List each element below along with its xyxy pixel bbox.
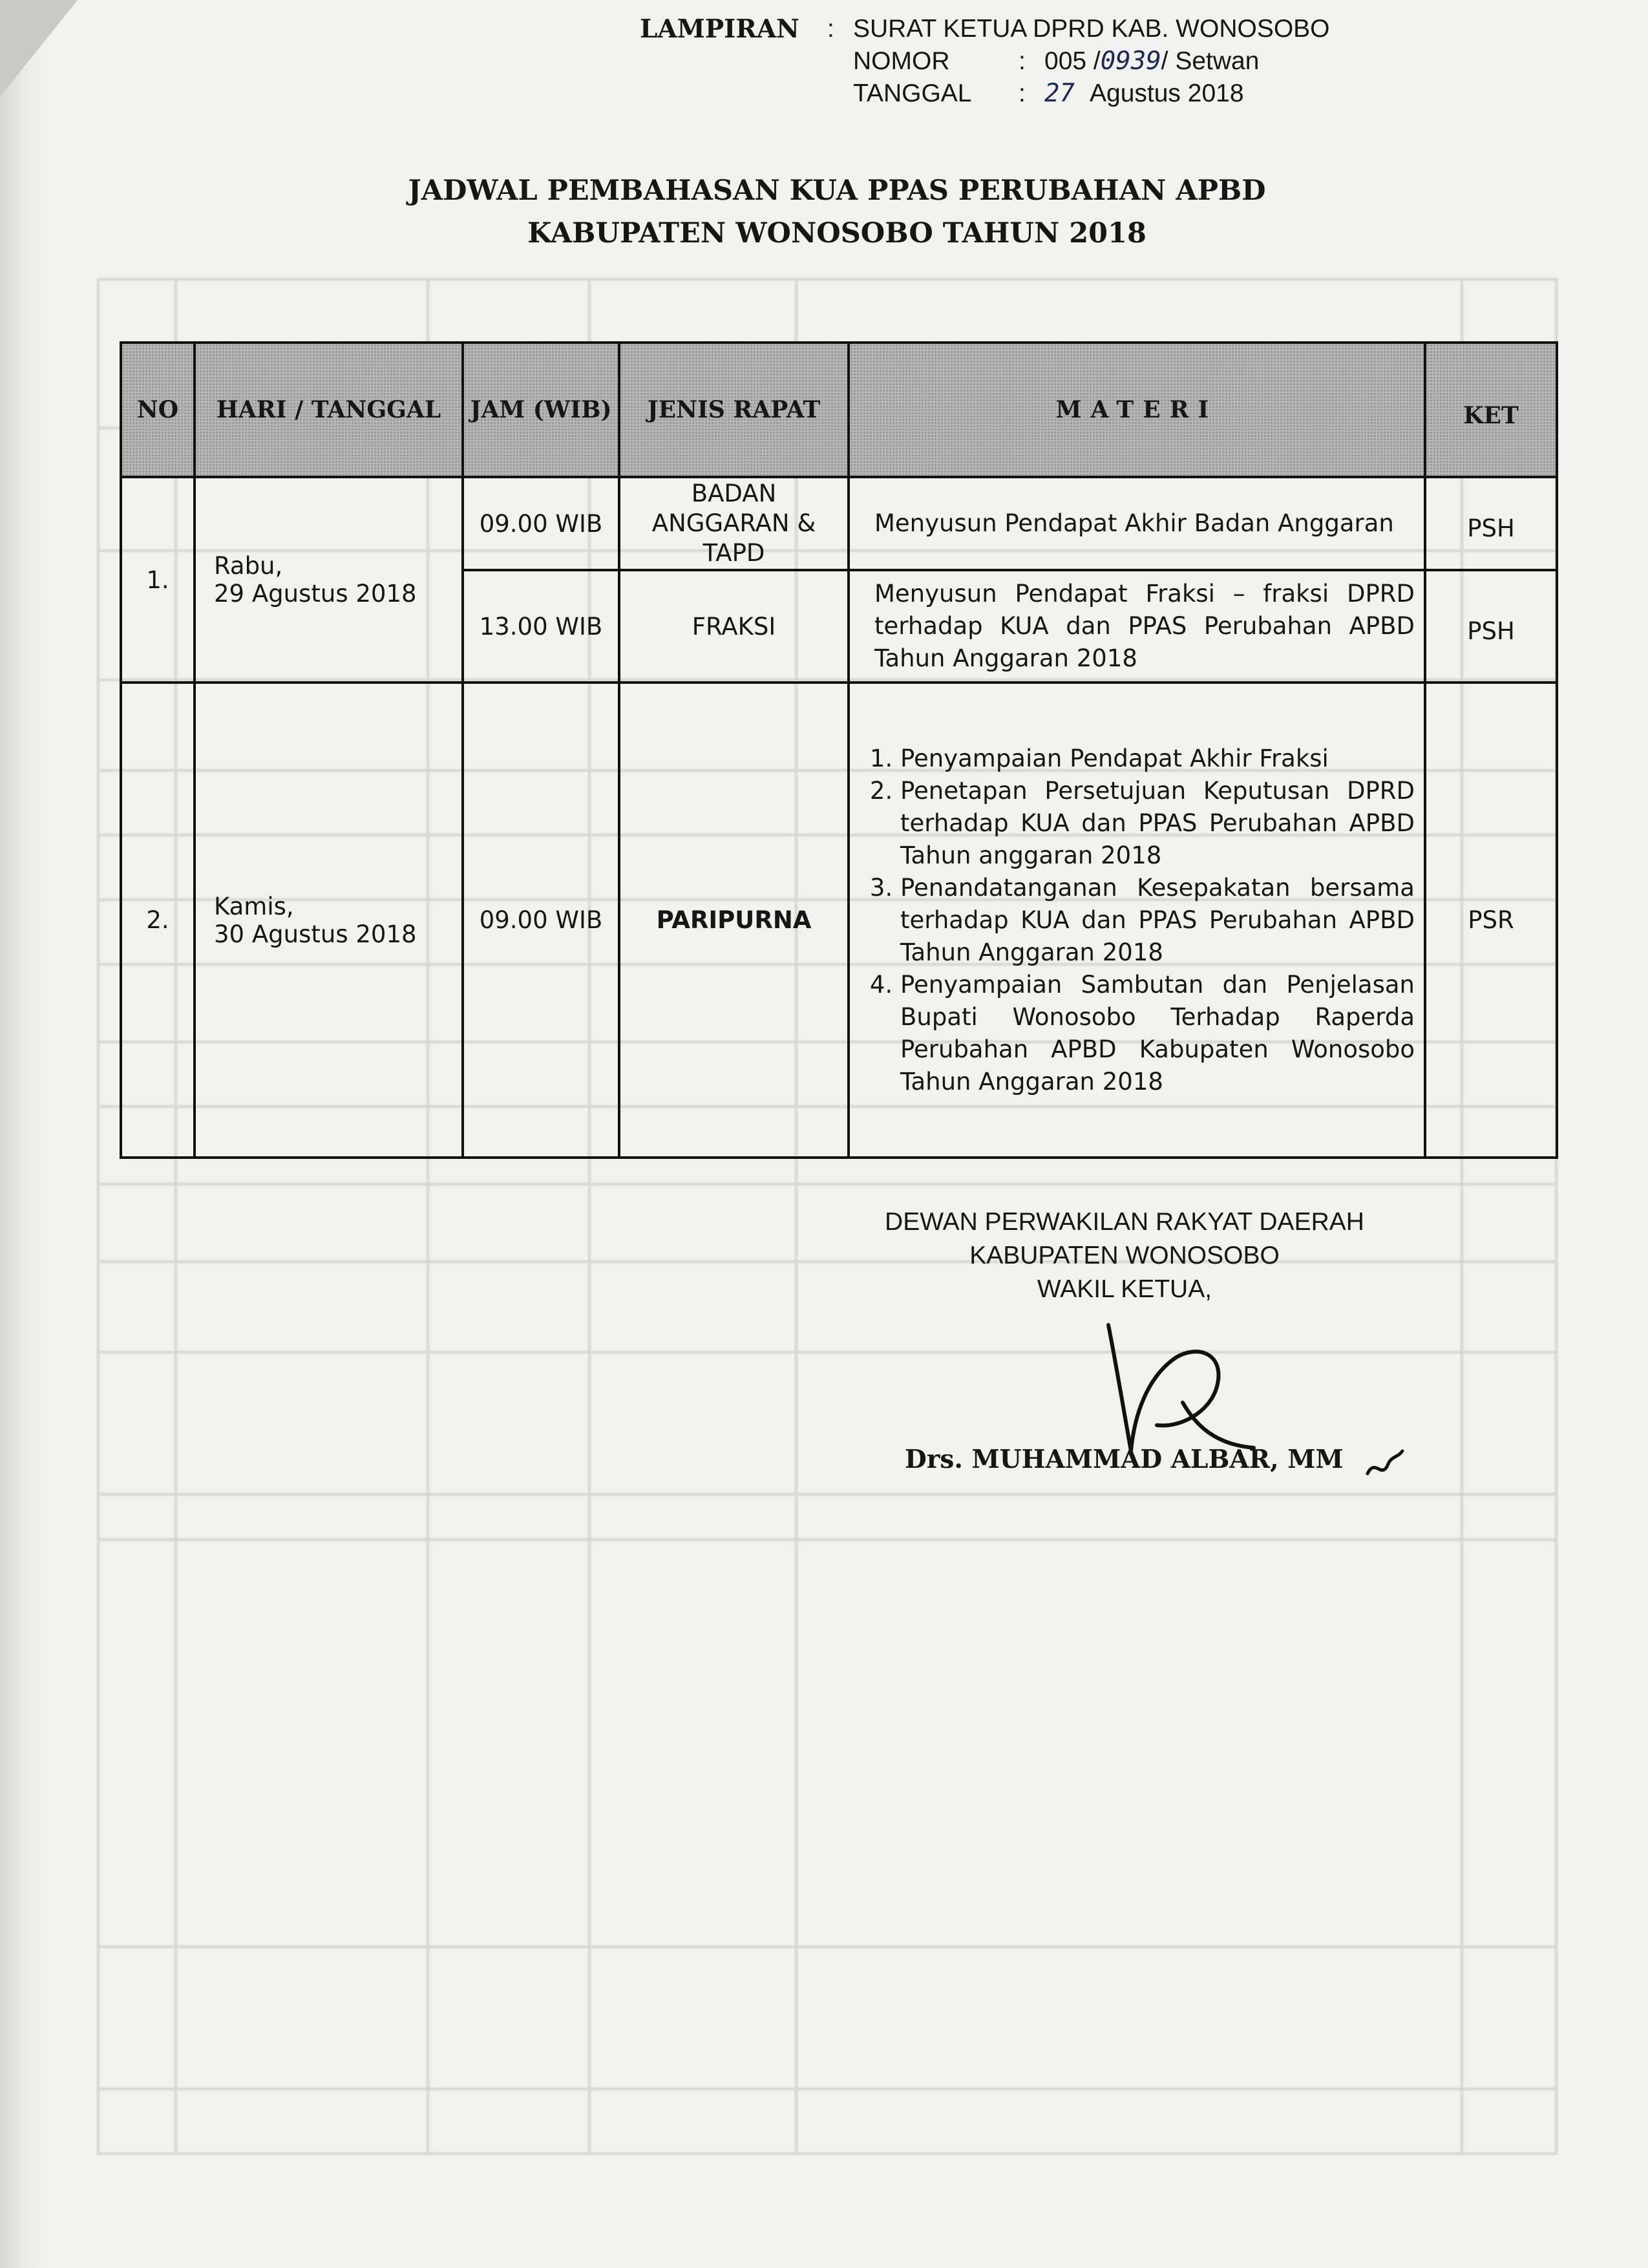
colon: : bbox=[1019, 47, 1026, 75]
tanggal-suffix: Agustus 2018 bbox=[1090, 79, 1244, 107]
table-row bbox=[121, 477, 1557, 570]
agenda-list bbox=[863, 743, 1415, 1098]
header-ket: KET bbox=[1425, 343, 1557, 477]
signer-name: Drs. MUHAMMAD ALBAR, MM bbox=[905, 1445, 1344, 1474]
row-meeting-type: PARIPURNA bbox=[619, 683, 849, 1158]
header-materi: MATERI bbox=[849, 343, 1425, 477]
tanggal-row bbox=[853, 78, 1330, 110]
title-line-2: KABUPATEN WONOSOBO TAHUN 2018 bbox=[527, 217, 1146, 249]
row-day-date bbox=[195, 477, 463, 683]
row-day: Kamis, bbox=[214, 892, 294, 920]
row-agenda bbox=[849, 683, 1425, 1158]
nomor-handwritten: 0939 bbox=[1100, 47, 1161, 76]
nomor-prefix: 005 / bbox=[1044, 47, 1101, 75]
folded-corner bbox=[0, 0, 78, 97]
header-no: NO bbox=[121, 343, 195, 477]
header-jenis-rapat: JENIS RAPAT bbox=[619, 343, 849, 477]
row-remark: PSH bbox=[1425, 570, 1557, 683]
signer-position: WAKIL KETUA, bbox=[1037, 1275, 1212, 1303]
row-agenda: Menyusun Pendapat Akhir Badan Anggaran bbox=[849, 477, 1425, 570]
nomor-suffix: / Setwan bbox=[1161, 47, 1260, 75]
attachment-header bbox=[640, 13, 1330, 110]
colon: : bbox=[827, 15, 834, 43]
title-line-1: JADWAL PEMBAHASAN KUA PPAS PERUBAHAN APBD bbox=[408, 175, 1266, 207]
row-time: 09.00 WIB bbox=[463, 477, 619, 570]
row-time: 09.00 WIB bbox=[463, 683, 619, 1158]
row-agenda: Menyusun Pendapat Fraksi – fraksi DPRD terhadap KUA dan PPAS Perubahan APBD Tahun Anggaran 2018 bbox=[849, 570, 1425, 683]
document-title bbox=[246, 169, 1428, 255]
handwritten-initial bbox=[1362, 1445, 1408, 1483]
institution-line-2: KABUPATEN WONOSOBO bbox=[969, 1242, 1280, 1269]
agenda-item: 1. Penyampaian Pendapat Akhir Fraksi bbox=[900, 743, 1415, 775]
lampiran-row bbox=[640, 13, 1330, 45]
row-no: 1. bbox=[121, 477, 195, 683]
row-remark: PSR bbox=[1425, 683, 1557, 1158]
lampiran-label: LAMPIRAN bbox=[640, 14, 799, 44]
header-hari-tanggal: HARI / TANGGAL bbox=[195, 343, 463, 477]
agenda-item: 2. Penetapan Persetujuan Keputusan DPRD terhadap KUA dan PPAS Perubahan APBD Tahun anggaran 2018 bbox=[900, 775, 1415, 872]
row-time: 13.00 WIB bbox=[463, 570, 619, 683]
scan-edge-shadow bbox=[0, 0, 45, 2268]
colon: : bbox=[1019, 79, 1026, 107]
tanggal-label: TANGGAL bbox=[853, 79, 972, 107]
row-date: 29 Agustus 2018 bbox=[214, 580, 417, 608]
row-meeting-type: FRAKSI bbox=[619, 570, 849, 683]
institution-line-1: DEWAN PERWAKILAN RAKYAT DAERAH bbox=[885, 1208, 1364, 1236]
row-day: Rabu, bbox=[214, 552, 283, 580]
nomor-row bbox=[853, 45, 1330, 78]
row-remark: PSH bbox=[1425, 477, 1557, 570]
lampiran-value: SURAT KETUA DPRD KAB. WONOSOBO bbox=[853, 15, 1330, 43]
table-header-row bbox=[121, 343, 1557, 477]
agenda-item: 3. Penandatanganan Kesepakatan bersama terhadap KUA dan PPAS Perubahan APBD Tahun Anggaran 2018 bbox=[900, 872, 1415, 969]
agenda-item: 4. Penyampaian Sambutan dan Penjelasan Bupati Wonosobo Terhadap Raperda Perubahan APBD Kabupaten Wonosobo Tahun Anggaran 2018 bbox=[900, 969, 1415, 1098]
row-no: 2. bbox=[121, 683, 195, 1158]
schedule-table bbox=[120, 341, 1558, 1159]
tanggal-handwritten: 27 bbox=[1044, 79, 1075, 108]
signature-block bbox=[801, 1205, 1448, 1306]
nomor-label: NOMOR bbox=[853, 47, 950, 75]
row-date: 30 Agustus 2018 bbox=[214, 920, 417, 948]
row-day-date bbox=[195, 683, 463, 1158]
header-jam: JAM (WIB) bbox=[463, 343, 619, 477]
row-meeting-type: BADAN ANGGARAN & TAPD bbox=[619, 477, 849, 570]
table-row bbox=[121, 683, 1557, 1158]
